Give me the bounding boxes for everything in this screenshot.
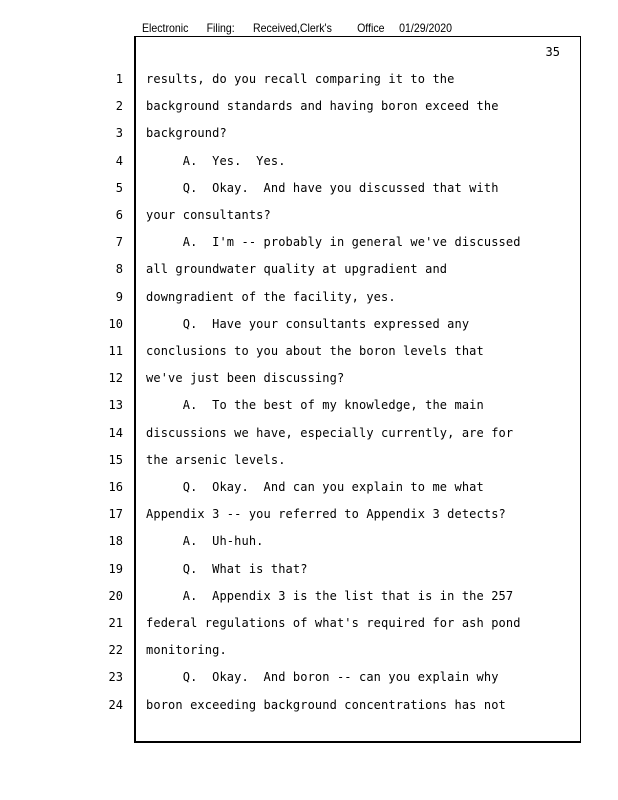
line-text: Q. What is that?: [146, 562, 308, 576]
line-number: 9: [115, 290, 123, 304]
line-text: the arsenic levels.: [146, 453, 286, 467]
line-number: 3: [115, 126, 123, 140]
line-number: 19: [108, 562, 123, 576]
header-date: 01/29/2020: [399, 21, 453, 35]
line-text: A. I'm -- probably in general we've discussed: [146, 235, 521, 249]
line-number: 10: [108, 317, 123, 331]
line-text: monitoring.: [146, 643, 227, 657]
line-number: 20: [108, 589, 123, 603]
line-number: 24: [108, 698, 123, 712]
line-text: Appendix 3 -- you referred to Appendix 3 detects?: [146, 507, 506, 521]
line-text: Q. Have your consultants expressed any: [146, 317, 470, 331]
line-number: 18: [108, 534, 123, 548]
line-text: Q. Okay. And boron -- can you explain why: [146, 670, 499, 684]
line-text: all groundwater quality at upgradient and: [146, 262, 448, 276]
line-text: A. Appendix 3 is the list that is in the 257: [146, 589, 514, 603]
header-filing: Filing:: [206, 21, 235, 35]
line-number: 8: [115, 262, 123, 276]
line-number: 16: [108, 480, 123, 494]
transcript-page: [134, 36, 581, 743]
line-number: 14: [108, 426, 123, 440]
line-text: A. Yes. Yes.: [146, 154, 286, 168]
header-electronic: Electronic: [142, 21, 189, 35]
line-text: your consultants?: [146, 208, 271, 222]
line-text: discussions we have, especially currently, are for: [146, 426, 514, 440]
line-text: downgradient of the facility, yes.: [146, 290, 396, 304]
line-number: 12: [108, 371, 123, 385]
line-text: A. To the best of my knowledge, the main: [146, 398, 484, 412]
header-office: Office: [357, 21, 385, 35]
line-number: 13: [108, 398, 123, 412]
line-number: 22: [108, 643, 123, 657]
line-number: 7: [115, 235, 123, 249]
line-text: we've just been discussing?: [146, 371, 345, 385]
line-text: Q. Okay. And have you discussed that with: [146, 181, 499, 195]
line-text: conclusions to you about the boron levels that: [146, 344, 484, 358]
line-text: federal regulations of what's required for ash pond: [146, 616, 521, 630]
line-text: background?: [146, 126, 227, 140]
line-number: 2: [115, 99, 123, 113]
header-received: Received,Clerk's: [252, 21, 332, 35]
line-number: 11: [108, 344, 123, 358]
line-number: 1: [115, 72, 123, 86]
line-text: background standards and having boron exceed the: [146, 99, 499, 113]
line-number: 15: [108, 453, 123, 467]
page-number: 35: [545, 45, 560, 59]
line-number: 17: [108, 507, 123, 521]
line-text: Q. Okay. And can you explain to me what: [146, 480, 484, 494]
line-number: 4: [115, 154, 123, 168]
line-text: A. Uh-huh.: [146, 534, 264, 548]
line-text: results, do you recall comparing it to the: [146, 72, 455, 86]
line-number: 23: [108, 670, 123, 684]
line-number: 5: [115, 181, 123, 195]
line-number: 21: [108, 616, 123, 630]
filing-header: [142, 21, 452, 37]
line-number: 6: [115, 208, 123, 222]
line-text: boron exceeding background concentrations has not: [146, 698, 506, 712]
